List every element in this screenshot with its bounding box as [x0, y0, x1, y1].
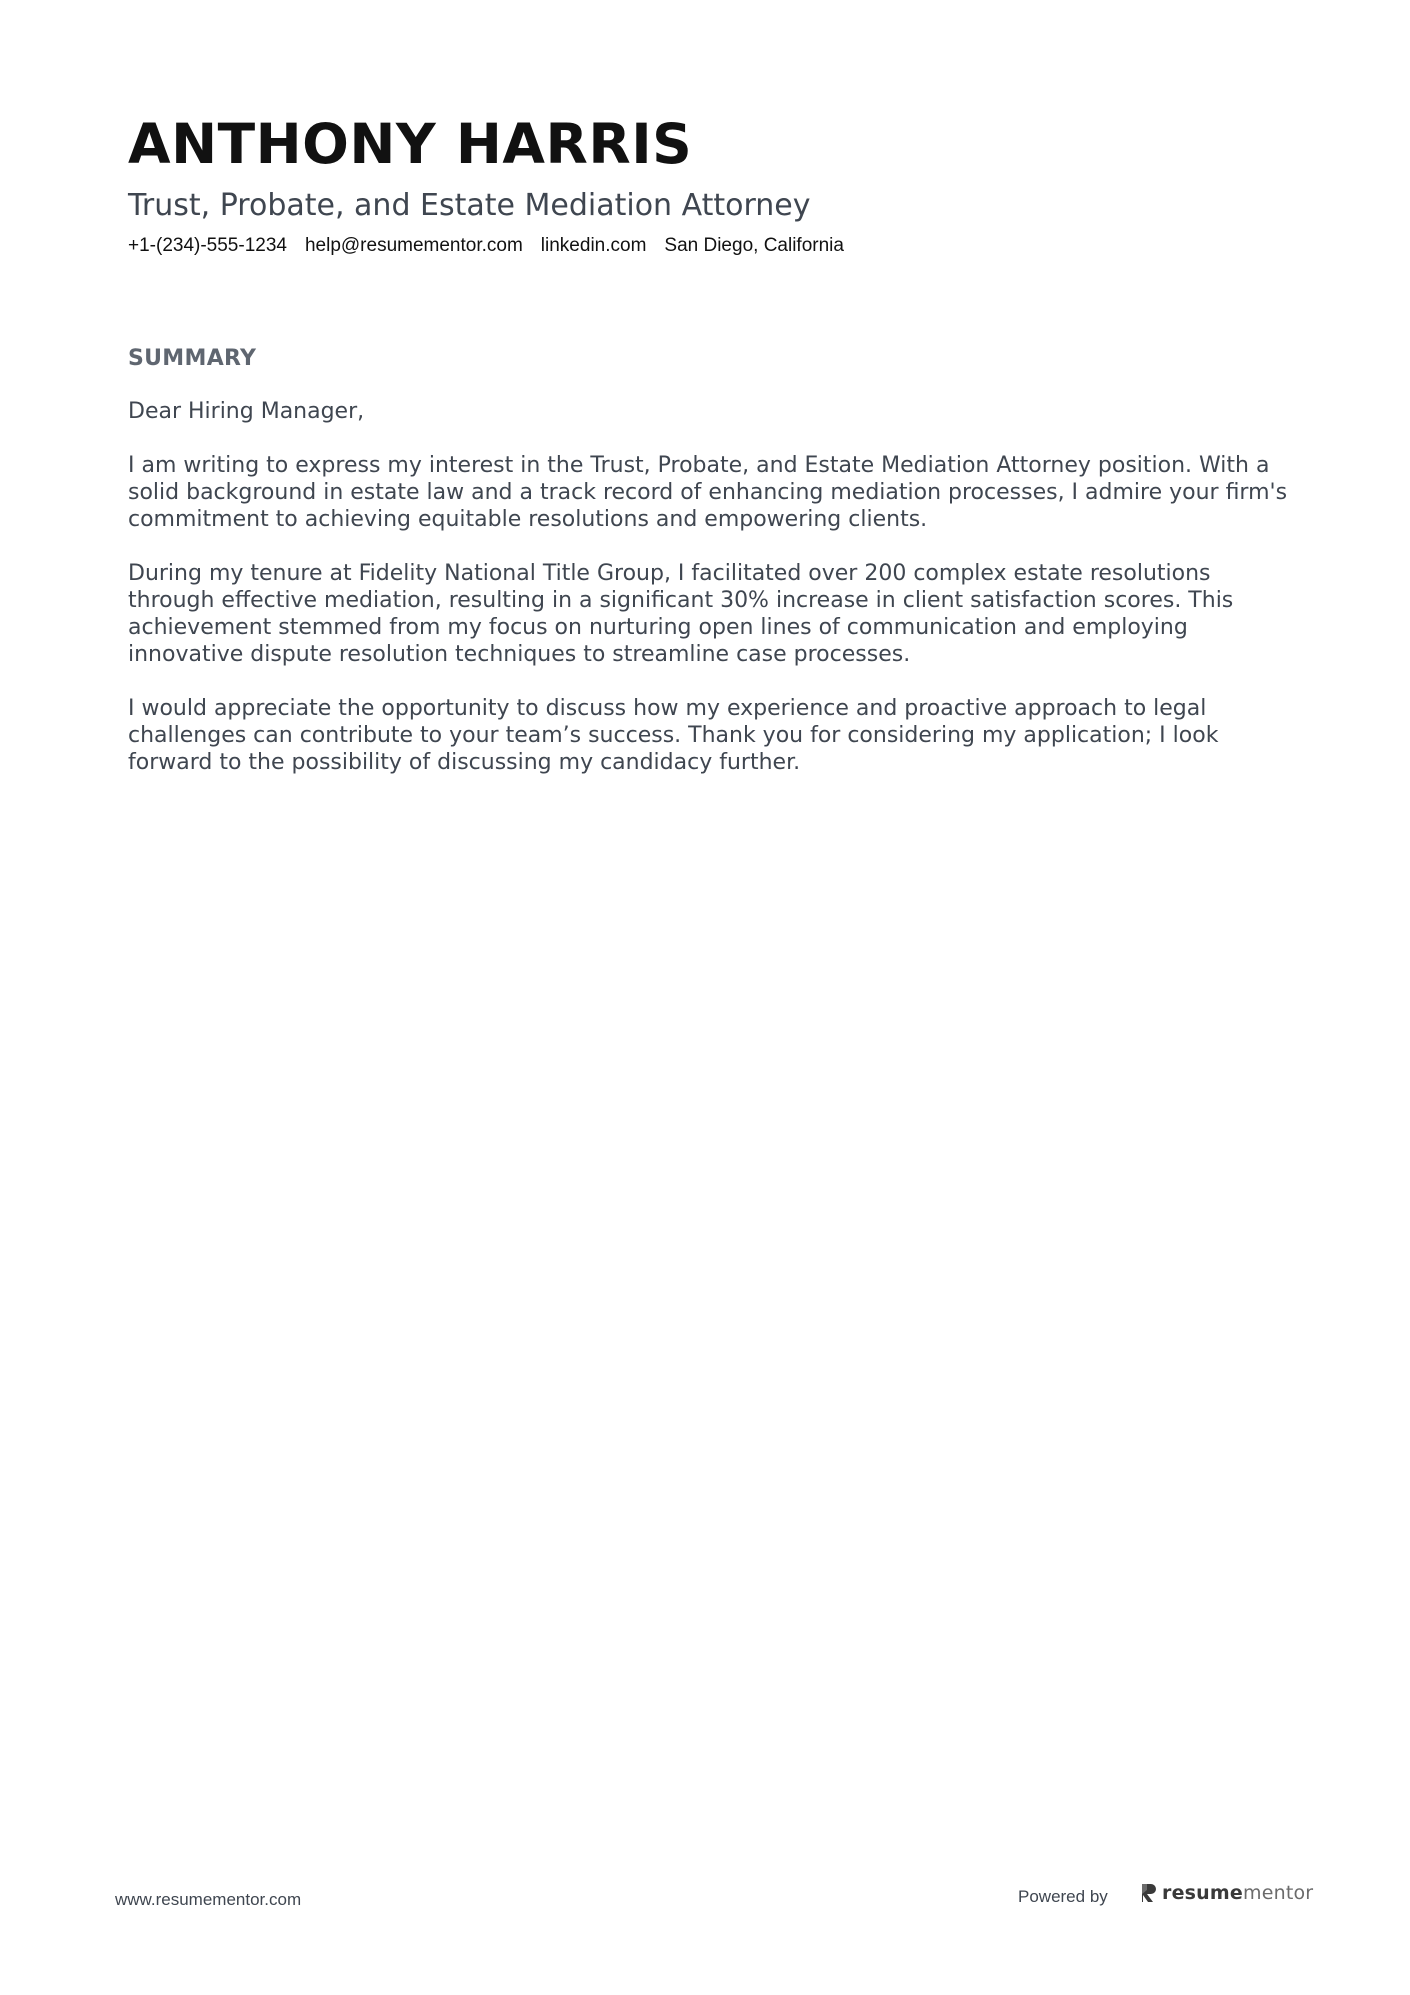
candidate-name: ANTHONY HARRIS: [128, 112, 693, 176]
footer-powered-by: Powered by: [1018, 1887, 1108, 1906]
letter-paragraph: During my tenure at Fidelity National Title Group, I facilitated over 200 complex estate resolutions through effective mediation, resulting in a significant 30% increase in client satisfaction scores. This achievement stemmed from my focus on nurturing open lines of communication and employing innovative dispute resolution techniques to streamline case processes.: [128, 561, 1234, 667]
brand-wordmark: [1162, 1882, 1313, 1904]
contact-linkedin: linkedin.com: [540, 235, 647, 256]
brand-wordmark-light: mentor: [1242, 1882, 1314, 1904]
contact-phone: +1-(234)-555-1234: [128, 235, 287, 256]
contact-location: San Diego, California: [664, 235, 844, 256]
summary-heading: SUMMARY: [128, 346, 257, 371]
contact-info: [128, 233, 844, 259]
footer-website: www.resumementor.com: [115, 1890, 302, 1909]
letter-salutation: Dear Hiring Manager,: [128, 399, 365, 424]
letter-paragraph: I am writing to express my interest in the Trust, Probate, and Estate Mediation Attorney position. With a solid background in estate law and a track record of enhancing mediation processes, I admire your firm's commitment to achieving equitable resolutions and empowering clients.: [128, 453, 1288, 532]
contact-email: help@resumementor.com: [304, 235, 523, 256]
candidate-title: Trust, Probate, and Estate Mediation Attorney: [128, 188, 811, 223]
letter-paragraph: I would appreciate the opportunity to discuss how my experience and proactive approach to legal challenges can contribute to your team’s success. Thank you for considering my application; I look forward to the possibility of discussing my candidacy further.: [128, 696, 1219, 775]
footer-brand-logo: [1140, 1882, 1313, 1904]
brand-wordmark-strong: resume: [1162, 1882, 1243, 1904]
cover-letter-body: [128, 398, 1293, 803]
resumementor-logo-icon: [1140, 1882, 1158, 1904]
